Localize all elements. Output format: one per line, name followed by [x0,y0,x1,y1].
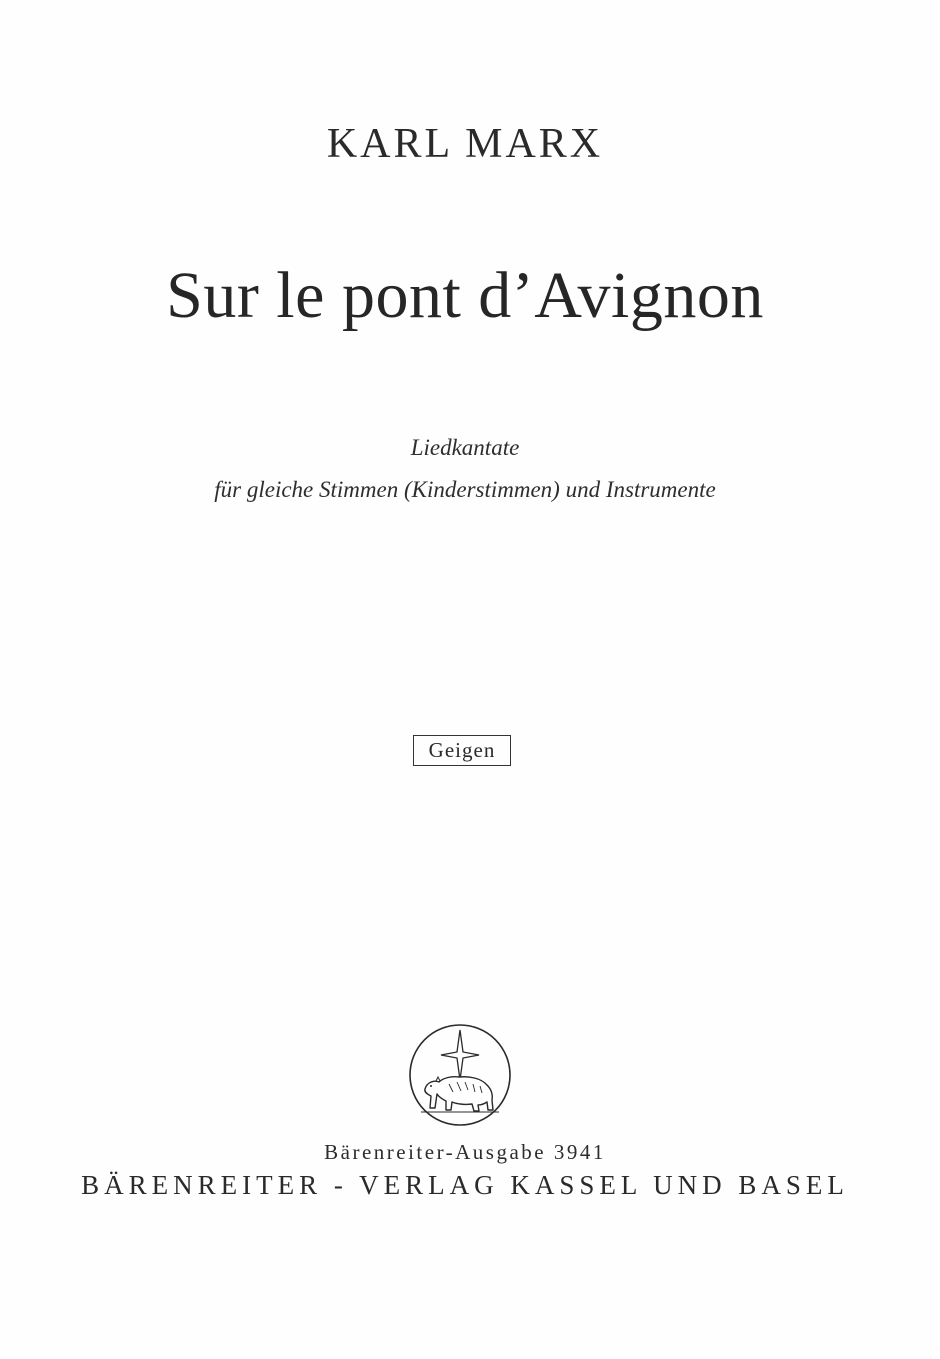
work-title: Sur le pont d’Avignon [166,259,764,332]
edition-number: Bärenreiter-Ausgabe 3941 [324,1140,606,1164]
subtitle-genre: Liedkantate [410,435,520,460]
publisher-emblem-icon [407,1022,513,1128]
composer-name: KARL MARX [326,121,604,167]
publisher-line: BÄRENREITER - VERLAG KASSEL UND BASEL [81,1170,849,1200]
part-label-box: Geigen [413,735,511,766]
subtitle-scoring: für gleiche Stimmen (Kinderstimmen) und Instrumente [214,477,716,502]
